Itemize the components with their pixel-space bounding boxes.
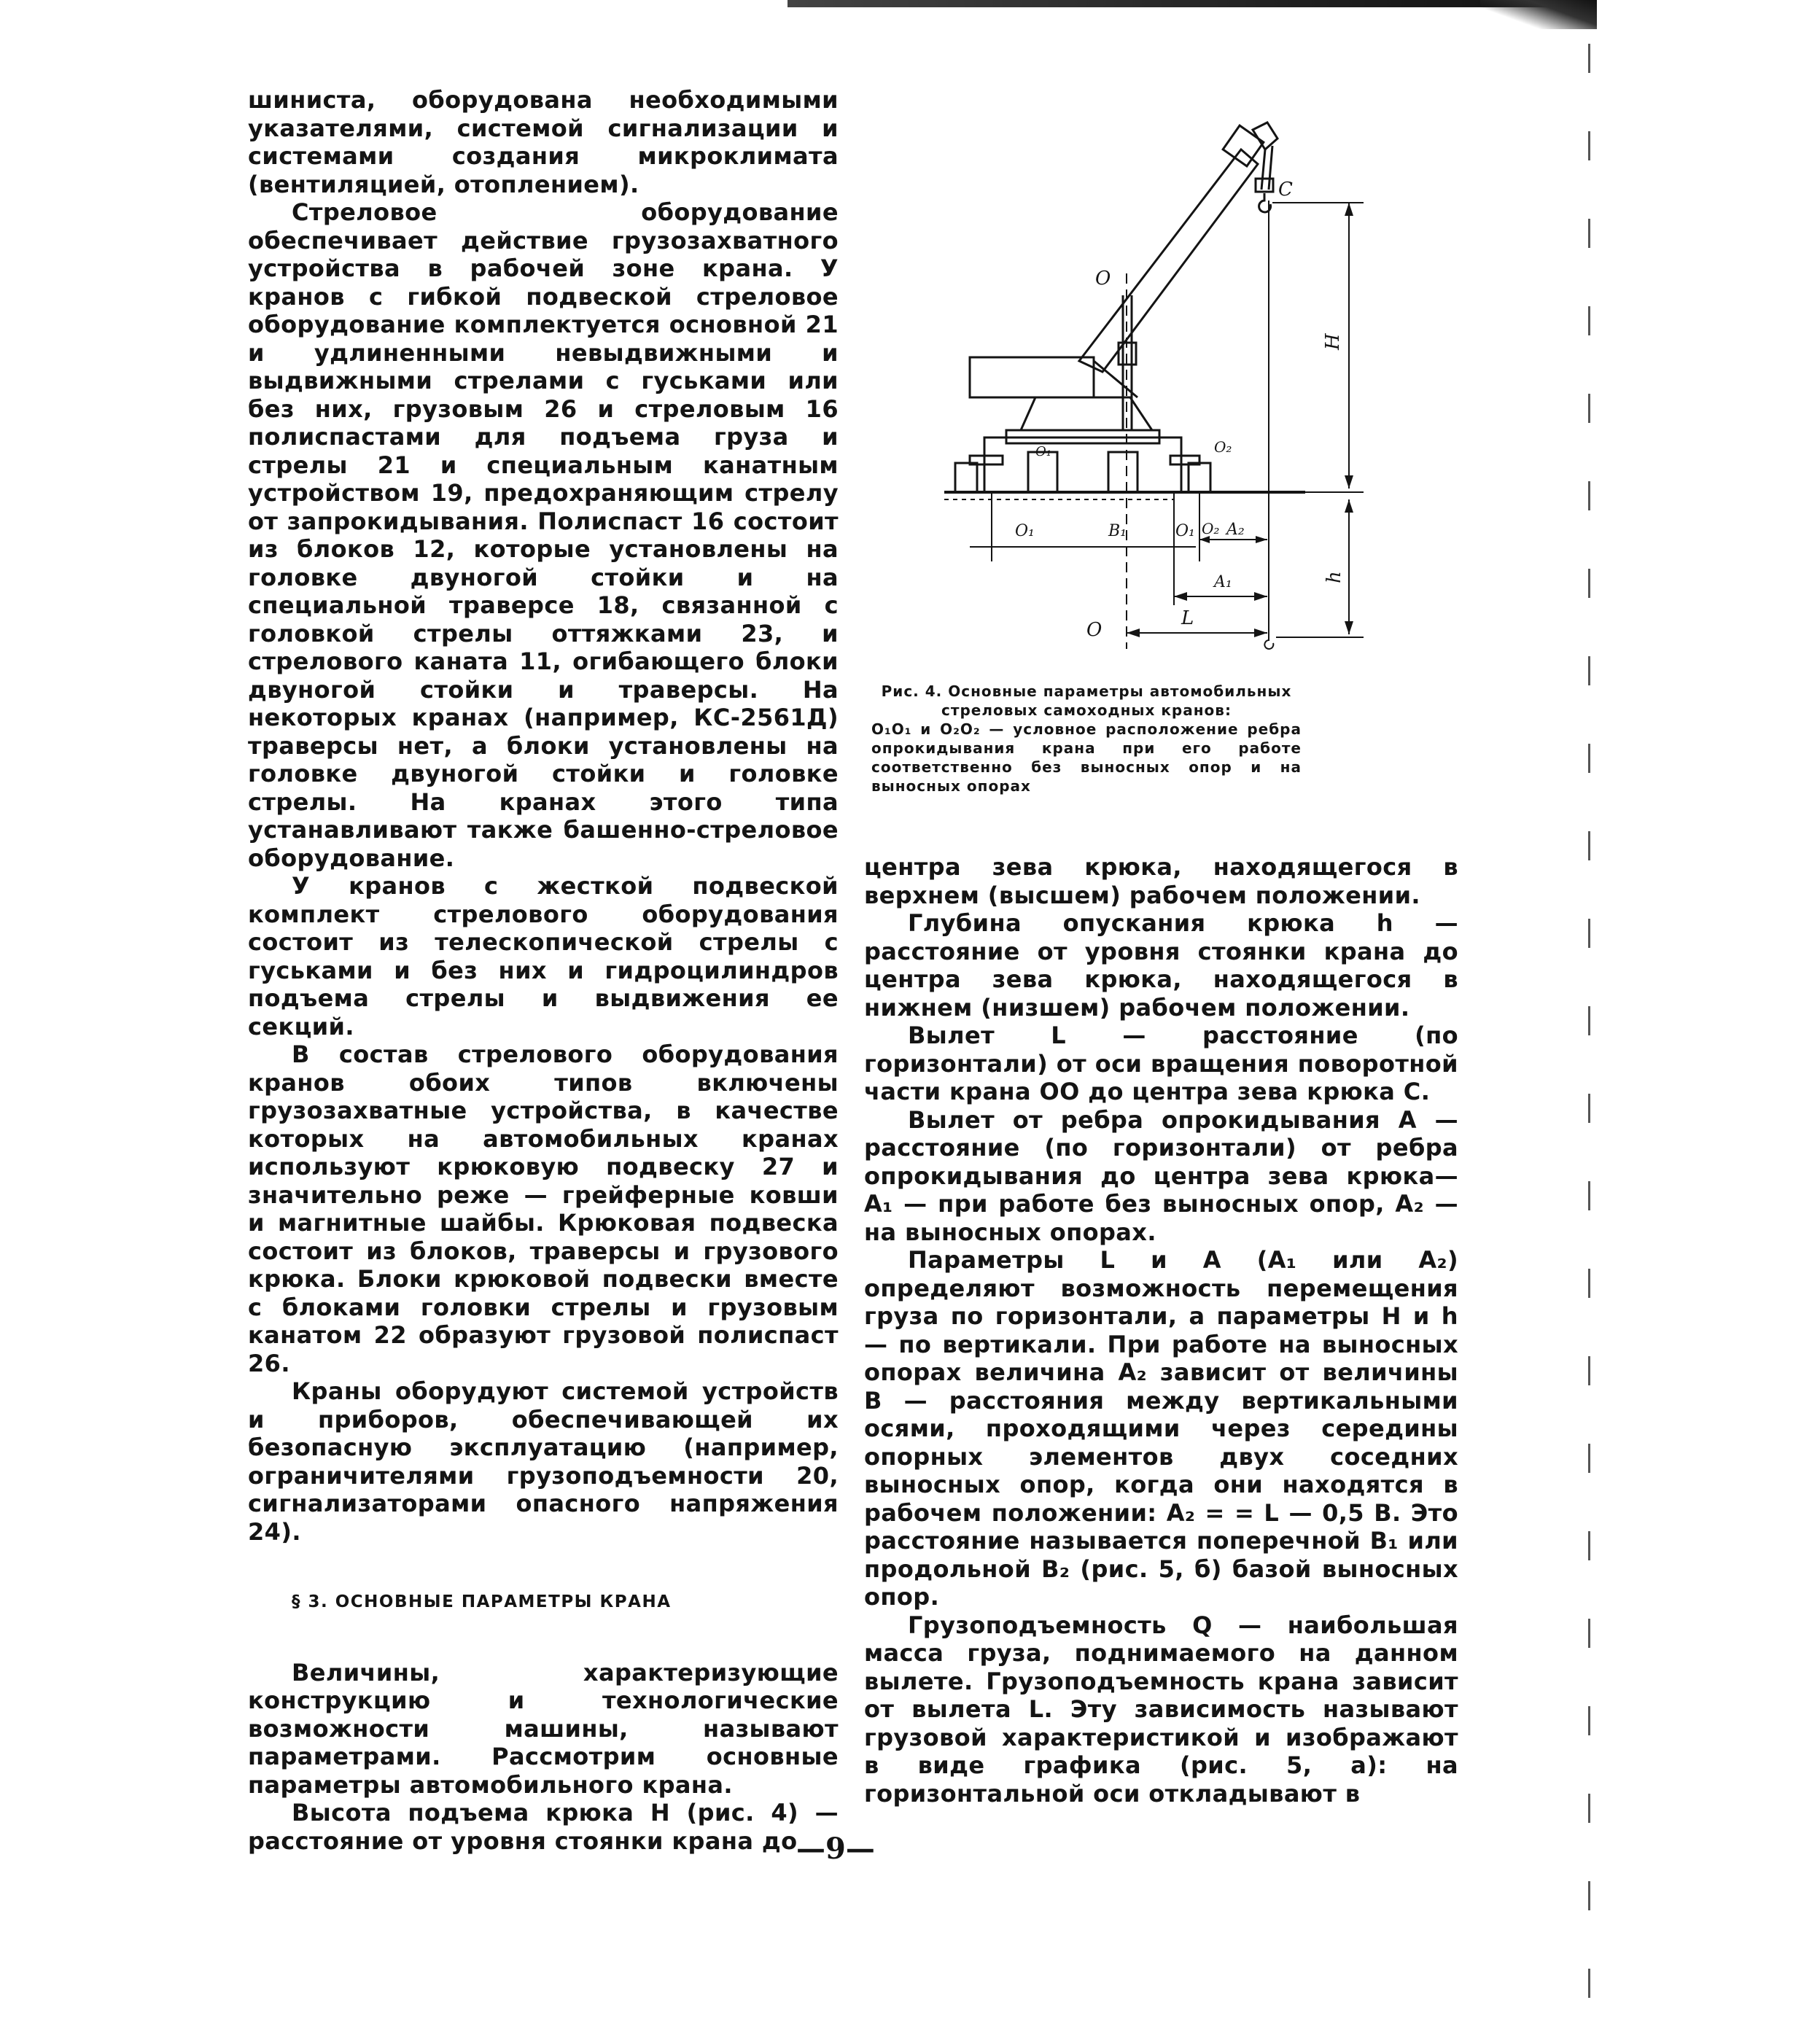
caption-title: Рис. 4. Основные параметры автомобильных стреловых самоходных кранов: bbox=[881, 682, 1292, 719]
paragraph: шиниста, оборудована необходимыми указателями, системой сигнализации и системами создания микроклимата (вентиляцией, отоплением). bbox=[248, 86, 839, 198]
paragraph: Стреловое оборудование обеспечивает действие грузозахватного устройства в рабочей зоне крана. У кранов с гибкой подвеской стреловое оборудование комплектуется основной 21 и удлиненными невыдвижными и выдвижными стрелами с гуськами или без них, грузовым 26 и стреловым 16 полиспастами для подъема груза и стрелы 21 и специальным канатным устройством 19, предохраняющим стрелу от запрокидывания. Полиспаст 16 состоит из блоков 12, которые установлены на головке двуногой стойки и на специальной траверсе 18, связанной с головкой стрелы оттяжками 23, и стрелового каната 11, огибающего блоки двуногой стойки и траверсы. На некоторых кранах (например, КС-2561Д) траверсы нет, а блоки установлены на головке двуногой стойки и головке стрелы. На кранах этого типа устанавливают также башенно-стреловое оборудование. bbox=[248, 198, 839, 872]
paragraph: В состав стрелового оборудования кранов обоих типов включены грузозахватные устройства, в качестве которых на автомобильных кранах используют крюковую подвеску 27 и значительно реже — грейферные ковши и магнитные шайбы. Крюковая подвеска состоит из блоков, траверсы и грузового крюка. Блоки крюковой подвески вместе с блоками головки стрелы и грузовым канатом 22 образуют грузовой полиспаст 26. bbox=[248, 1040, 839, 1377]
page-number: —9— bbox=[796, 1832, 875, 1866]
scan-top-edge bbox=[788, 0, 1582, 7]
label-o1-right: О₁ bbox=[1175, 522, 1195, 540]
paragraph: Краны оборудуют системой устройств и приборов, обеспечивающей их безопасную эксплуатацию (например, ограничителями грузоподъемности 20, сигнализаторами опасного напряжения 24). bbox=[248, 1377, 839, 1546]
caption-note: О₁О₁ и О₂О₂ — условное расположение ребра опрокидывания крана при его работе соответственно без выносных опор и на выносных опорах bbox=[871, 720, 1302, 795]
scan-corner-shadow bbox=[1480, 0, 1597, 29]
figure-caption bbox=[871, 682, 1302, 795]
label-b1: B₁ bbox=[1108, 522, 1127, 540]
paragraph: центра зева крюка, находящегося в верхнем (высшем) рабочем положении. bbox=[864, 853, 1458, 909]
paragraph: Грузоподъемность Q — наибольшая масса груза, поднимаемого на данном вылете. Грузоподъемность крана зависит от вылета L. Эту зависимость называют грузовой характеристикой и изображают в виде графика (рис. 5, а): на горизонтальной оси откладывают в bbox=[864, 1611, 1458, 1808]
paragraph: Высота подъема крюка H (рис. 4) — расстояние от уровня стоянки крана до bbox=[248, 1799, 839, 1855]
label-c: С bbox=[1278, 179, 1293, 201]
crane-parameters-figure bbox=[941, 109, 1393, 664]
label-h: h bbox=[1323, 571, 1345, 583]
label-H: H bbox=[1322, 333, 1344, 350]
right-column bbox=[864, 853, 1458, 1808]
label-o-bottom: О bbox=[1086, 619, 1102, 641]
paragraph: У кранов с жесткой подвеской комплект стрелового оборудования состоит из телескопической стрелы с гуськами и без них и гидроцилиндров подъема стрелы и выдвижения ее секций. bbox=[248, 872, 839, 1040]
label-o-top: О bbox=[1095, 268, 1111, 289]
paragraph: Вылет от ребра опрокидывания А — расстояние (по горизонтали) от ребра опрокидывания до центра зева крюка— A₁ — при работе без выносных опор, A₂ — на выносных опорах. bbox=[864, 1105, 1458, 1246]
paragraph: Вылет L — расстояние (по горизонтали) от оси вращения поворотной части крана ОО до центра зева крюка С. bbox=[864, 1022, 1458, 1105]
label-a2: A₂ bbox=[1226, 521, 1245, 539]
paragraph: Величины, характеризующие конструкцию и технологические возможности машины, называют параметрами. Рассмотрим основные параметры автомобильного крана. bbox=[248, 1658, 839, 1799]
left-column bbox=[248, 86, 839, 1855]
section-heading: § 3. ОСНОВНЫЕ ПАРАМЕТРЫ КРАНА bbox=[292, 1592, 672, 1611]
label-o1-left: О₁ bbox=[1015, 522, 1035, 540]
paragraph: Глубина опускания крюка h — расстояние от уровня стоянки крана до центра зева крюка, находящегося в нижнем (низшем) рабочем положении. bbox=[864, 909, 1458, 1022]
label-l: L bbox=[1181, 607, 1194, 629]
label-o2-top: О₂ bbox=[1214, 438, 1232, 456]
label-o1-top: О₁ bbox=[1035, 444, 1051, 459]
label-o2-bottom: О₂ bbox=[1202, 520, 1220, 537]
paragraph: Параметры L и А (A₁ или A₂) определяют возможность перемещения груза по горизонтали, а параметры H и h — по вертикали. При работе на выносных опорах величина A₂ зависит от величины В — расстояния между вертикальными осями, проходящими через середины опорных элементов двух соседних выносных опор, когда они находятся в рабочем положении: A₂ = = L — 0,5 В. Это расстояние называется поперечной B₁ или продольной B₂ (рис. 5, б) базой выносных опор. bbox=[864, 1246, 1458, 1611]
scan-right-edge bbox=[1588, 44, 1590, 1998]
label-a1: A₁ bbox=[1214, 573, 1232, 591]
